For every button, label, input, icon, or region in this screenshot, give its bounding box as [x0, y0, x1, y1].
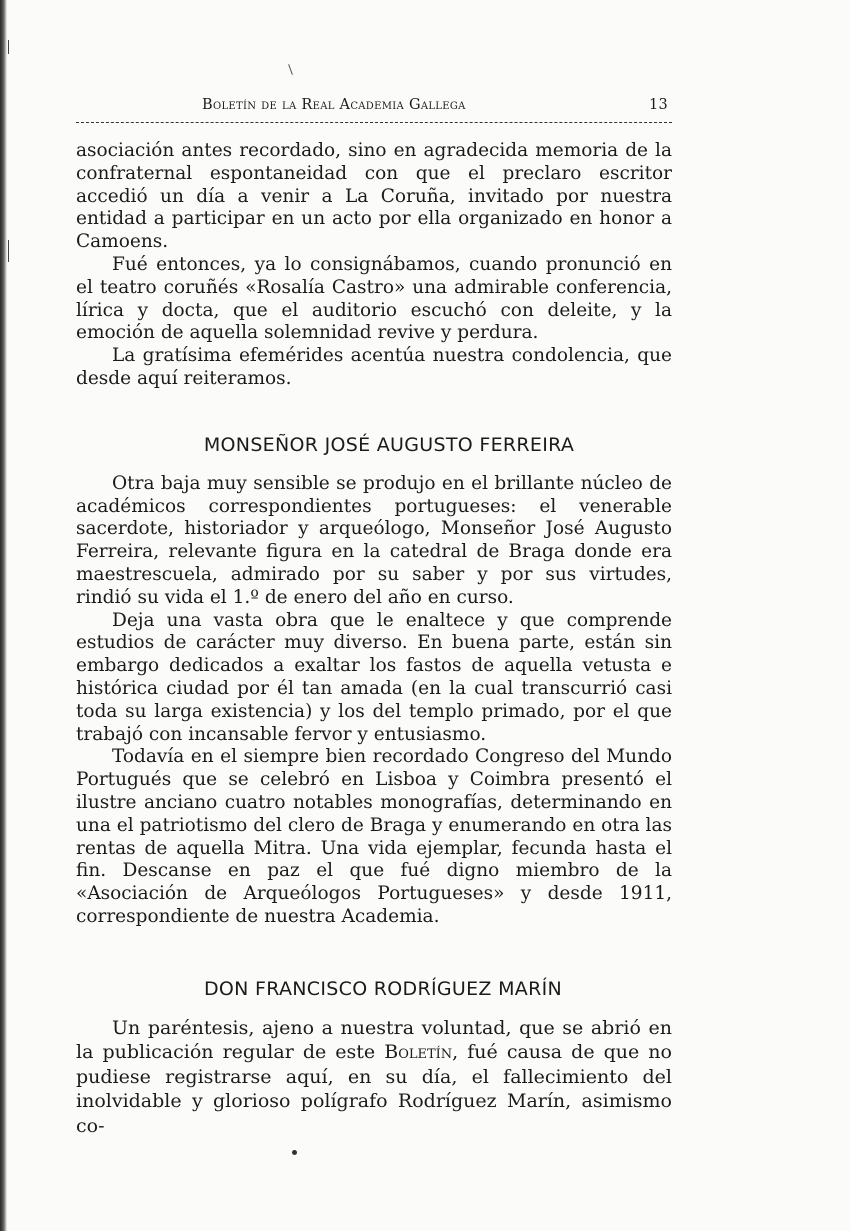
marin-section [76, 978, 672, 1139]
boletin-name: Boletín [384, 1041, 453, 1064]
section-heading: MONSEÑOR JOSÉ AUGUSTO FERREIRA [203, 433, 575, 456]
paragraph: La gratísima efemérides acentúa nuestra condolencia, que desde aquí reiteramos. [76, 345, 672, 389]
intro-section [76, 140, 672, 391]
paragraph: asociación antes recordado, sino en agradecida memoria de la confraternal espontaneidad con que el preclaro escritor accedió un día a venir a La Coruña, invitado por nuestra entidad a participar en un acto por ella organizado en honor a Camoens. [76, 140, 672, 253]
paragraph-text: , fué causa de que no pudiese registrarse aquí, en su día, el fallecimiento del inolvidable y glorioso polígrafo Rodríguez Marín, asimismo co- [76, 1041, 672, 1137]
paragraph: Otra baja muy sensible se produjo en el brillante núcleo de académicos correspondientes portugueses: el venerable sacerdote, historiador y arqueólogo, Monseñor José Augusto Ferreira, relevante figura en la catedral de Braga donde era maestrescuela, admirado por su saber y por sus virtudes, rindió su vida el 1.º de enero del año en curso. [76, 472, 672, 608]
paragraph: Deja una vasta obra que le enaltece y que comprende estudios de carácter muy diverso. En buena parte, están sin embargo dedicados a exaltar los fastos de aquella vetusta e histórica ciudad por él tan amada (en la cual transcurrió casi toda su larga existencia) y los del templo primado, por el que trabajó con incansable fervor y entusiasmo. [76, 609, 672, 745]
page-body [76, 140, 672, 1138]
binding-mark [8, 240, 9, 262]
paragraph: Todavía en el siempre bien recordado Congreso del Mundo Portugués que se celebró en Lisboa y Coimbra presentó el ilustre anciano cuatro notables monografías, determinando en una el patriotismo del clero de Braga y enumerando en otra las rentas de aquella Mitra. Una vida ejemplar, fecunda hasta el fin. Descanse en paz el que fué digno miembro de la «Asociación de Arqueólogos Portugueses» y desde 1911, correspondiente de nuestra Academia. [76, 746, 672, 927]
binding-mark [8, 40, 9, 54]
ferreira-section [76, 434, 672, 929]
binding-edge [0, 0, 7, 1231]
paragraph-text: Un paréntesis, ajeno a nuestra voluntad, que se abrió en la publicación regular de este [76, 1016, 672, 1064]
section-heading: DON FRANCISCO RODRÍGUEZ MARÍN [204, 977, 562, 1000]
running-title: Boletín de la Real Academia Gallega [202, 97, 466, 113]
paragraph [76, 1016, 672, 1139]
header-rule [76, 122, 672, 123]
page-number: 13 [648, 97, 668, 113]
page-dot [292, 1150, 297, 1155]
stray-mark [288, 64, 293, 75]
paragraph: Fué entonces, ya lo consignábamos, cuando pronunció en el teatro coruñés «Rosalía Castro» una admirable conferencia, lírica y docta, que el auditorio escuchó con deleite, y la emoción de aquella solemnidad revive y perdura. [76, 253, 672, 344]
